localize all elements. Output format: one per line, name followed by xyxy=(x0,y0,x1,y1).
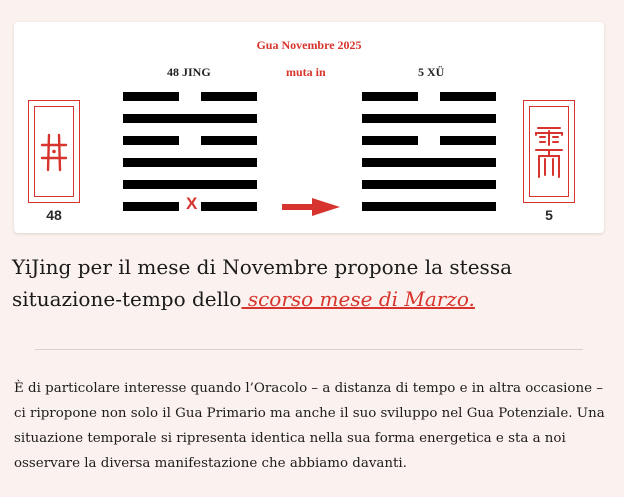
hexagram-line-yang xyxy=(362,180,496,189)
hexagram-line-yang xyxy=(123,114,257,123)
xu-seal-glyph-icon xyxy=(533,123,565,181)
hexagram-line-yang xyxy=(362,114,496,123)
headline-text: YiJing per il mese di Novembre propone la stessa situazione-tempo dello xyxy=(12,255,513,311)
potential-seal-stamp xyxy=(523,100,575,203)
potential-hexagram xyxy=(362,92,496,224)
potential-hexagram-label: 5 XÜ xyxy=(418,65,445,79)
potential-number: 5 xyxy=(545,207,553,223)
hexagram-line-yang xyxy=(123,180,257,189)
hexagram-line-yin xyxy=(362,136,496,145)
page-headline xyxy=(12,251,612,315)
hexagram-line-yang xyxy=(123,158,257,167)
hexagram-line-yin xyxy=(362,92,496,101)
transition-label: muta in xyxy=(286,65,326,79)
card-title: Gua Novembre 2025 xyxy=(256,38,362,52)
changing-line-mark: X xyxy=(186,194,198,213)
hexagram-line-yang xyxy=(362,202,496,211)
primary-hexagram-label: 48 JING xyxy=(167,65,211,79)
hexagram-line-yin xyxy=(123,92,257,101)
jing-seal-glyph-icon xyxy=(39,132,69,172)
marzo-article-link[interactable]: scorso mese di Marzo. xyxy=(241,287,475,311)
primary-seal-stamp xyxy=(28,100,80,203)
section-divider xyxy=(35,349,583,350)
body-paragraph: È di particolare interesse quando l’Oracolo – a distanza di tempo e in altra occasione – ci ripropone non solo il Gua Primario ma anche il suo sviluppo nel Gua Potenziale. Una situazione temporale si ripresenta identica nella sua forma energetica e sta a noi osservare la diversa manifestazione che abbiamo davanti. xyxy=(14,381,605,471)
primary-number: 48 xyxy=(46,207,62,223)
hexagram-card xyxy=(14,22,604,233)
arrow-right-icon xyxy=(282,198,340,216)
hexagram-line-yin xyxy=(123,136,257,145)
hexagram-line-yang xyxy=(362,158,496,167)
